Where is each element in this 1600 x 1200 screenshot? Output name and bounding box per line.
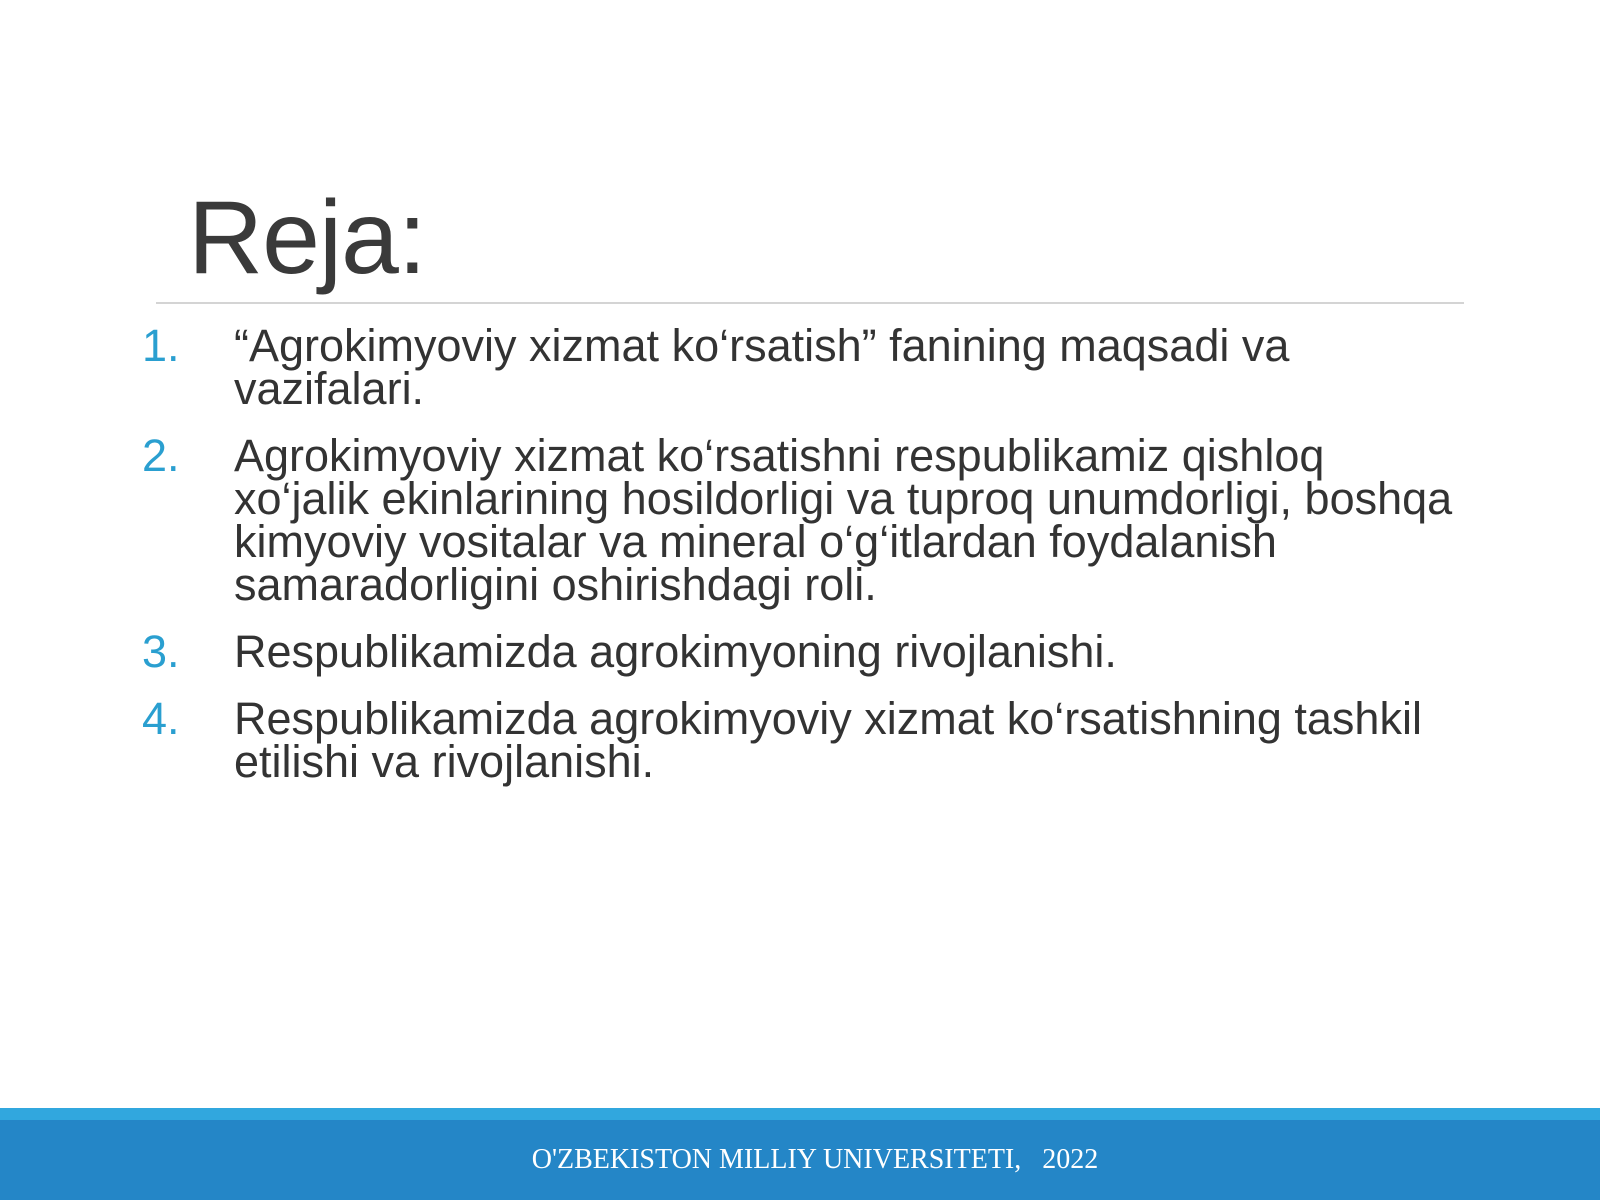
agenda-item-3 xyxy=(142,626,1462,677)
agenda-list xyxy=(142,320,1462,807)
agenda-number: 3. xyxy=(142,626,180,677)
title-divider xyxy=(156,302,1464,304)
agenda-text: “Agrokimyoviy xizmat ko‘rsatish” fanining maqsadi va vazifalari. xyxy=(234,320,1290,414)
footer-stripe xyxy=(0,1108,1600,1120)
agenda-number: 4. xyxy=(142,693,180,744)
agenda-item-2 xyxy=(142,430,1462,610)
footer-band xyxy=(0,1120,1600,1200)
agenda-item-1 xyxy=(142,320,1462,414)
slide-title: Reja: xyxy=(188,180,426,296)
agenda-text: Agrokimyoviy xizmat ko‘rsatishni respublikamiz qishloq xo‘jalik ekinlarining hosildorligi va tuproq unumdorligi, boshqa kimyoviy vositalar va mineral o‘g‘itlardan foydalanish samaradorligini oshirishdagi roli. xyxy=(234,430,1453,610)
agenda-item-4 xyxy=(142,693,1462,787)
agenda-number: 1. xyxy=(142,320,180,371)
agenda-text: Respublikamizda agrokimyoviy xizmat ko‘rsatishning tashkil etilishi va rivojlanishi. xyxy=(234,693,1422,787)
footer-text: O'ZBEKISTON MILLIY UNIVERSITETI, 2022 xyxy=(531,1144,1099,1175)
agenda-text: Respublikamizda agrokimyoning rivojlanishi. xyxy=(234,626,1117,677)
agenda-number: 2. xyxy=(142,430,180,481)
